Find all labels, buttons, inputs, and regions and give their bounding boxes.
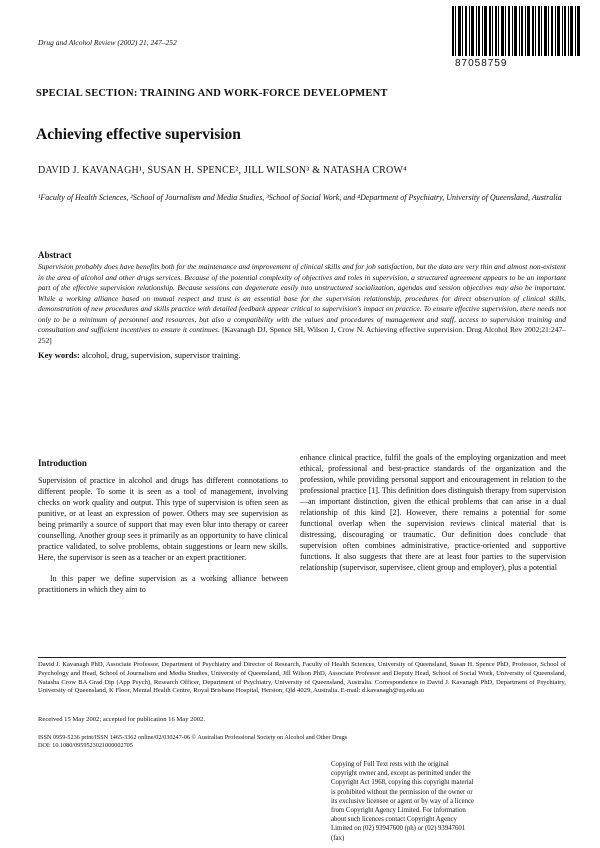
introduction-heading: Introduction bbox=[38, 458, 87, 468]
copyright-line: its exclusive licensee or agent or by way of a licence bbox=[331, 797, 475, 805]
author-list: DAVID J. KAVANAGH¹, SUSAN H. SPENCE², JILL WILSON³ & NATASHA CROW⁴ bbox=[38, 165, 407, 176]
section-heading: SPECIAL SECTION: TRAINING AND WORK-FORCE DEVELOPMENT bbox=[36, 88, 388, 99]
intro-paragraph-1: Supervision of practice in alcohol and drugs has different connotations to different people. To some it is seen as a tool of management, involving checks on work quality and output. This type of supervision is often seen as punitive, or at least an expression of power. Others may see supervision as being primarily a source of support that may even blur into therapy or career counselling. Another group sees it primarily as an opportunity to have clinical practice validated, to solve problems, obtain suggestions or learn new skills. Here, the supervisor is seen as a teacher or an expert practitioner. bbox=[38, 476, 288, 562]
intro-paragraph-2: In this paper we define supervision as a working alliance between practitioners in which they aim to bbox=[38, 574, 288, 594]
right-column bbox=[300, 452, 566, 573]
keywords-label: Key words: bbox=[38, 350, 80, 360]
author-footnote: David J. Kavanagh PhD, Associate Professor, Department of Psychiatry and Director of Research, Faculty of Health Sciences, University of Queensland, Susan H. Spence PhD, Professor, School of Psychology and Head, School of Journalism and Media Studies, University of Queensland, Jill Wilson PhD, Associate Professor and Deputy Head, School of Social Work, University of Queensland, Natasha Crow BA Grad Dip (App Psych), Research Officer, Department of Psychiatry, University of Queensland, Australia. Correspondence to David J. Kavanagh PhD, Department of Psychiatry, University of Queensland, K Floor, Mental Health Centre, Royal Brisbane Hospital, Herston, Qld 4029, Australia. E-mail: d.kavanagh@uq.edu.au bbox=[38, 661, 566, 695]
copyright-line: (fax) bbox=[331, 834, 345, 842]
copyright-line: Copyright Act 1968, copying this copyright material bbox=[331, 779, 474, 787]
abstract-text bbox=[38, 262, 566, 346]
left-column bbox=[38, 475, 288, 595]
footnote-divider bbox=[38, 657, 566, 658]
received-date: Received 15 May 2002; accepted for publication 16 May 2002. bbox=[38, 716, 205, 723]
keywords bbox=[38, 350, 241, 360]
intro-right-text: enhance clinical practice, fulfil the goals of the employing organization and meet ethical, professional and best-practice standards of the organization and the profession, while providing personal support and encouragement in relation to the professional practice [1]. This definition does distinguish therapy from supervision—an important distinction, given the ethical problems that can arise in a dual relationship of this kind [2]. However, there remains a potential for some functional overlap when the supervision reviews clinical material that is distressing, discouraging or traumatic. Our definition does conclude that supervision often combines administrative, practice-oriented and supportive functions. It also suggests that there are at least four parties to the supervision relationship (supervisor, supervisee, client group and employer), plus a potential bbox=[300, 453, 566, 572]
abstract-citation: [Kavanagh DJ, Spence SH, Wilson J, Crow N. Achieving effective supervision. Drug Alcohol Rev 2002;21:247–252] bbox=[38, 325, 567, 345]
copyright-line: Copying of Full Text rests with the original bbox=[331, 761, 449, 768]
affiliations: ¹Faculty of Health Sciences, ²School of Journalism and Media Studies, ³School of Social Work, and ⁴Department of Psychiatry, University of Queensland, Australia bbox=[38, 193, 562, 202]
keywords-text: alcohol, drug, supervision, supervisor training. bbox=[79, 350, 241, 360]
barcode-image bbox=[452, 6, 580, 56]
copyright-line: is prohibited without the permission of the owner or bbox=[331, 788, 473, 796]
copyright-line: Limited on (02) 93947600 (ph) or (02) 93947601 bbox=[331, 825, 466, 833]
barcode-number: 87058759 bbox=[455, 58, 508, 69]
copyright-notice bbox=[331, 760, 511, 843]
copyright-line: from Copyright Agency Limited. For information bbox=[331, 807, 466, 815]
journal-reference: Drug and Alcohol Review (2002) 21, 247–252 bbox=[38, 38, 177, 47]
article-title: Achieving effective supervision bbox=[36, 126, 241, 143]
abstract-heading: Abstract bbox=[38, 250, 72, 260]
abstract-body: Supervision probably does have benefits both for the maintenance and improvement of clinical skills and for job satisfaction, but the data are very thin and almost non-existent in the area of alcohol and other drugs services. Because of the potential complexity of objectives and roles in supervision, a structured agreement appears to be an important part of the effective supervision relationship. Because sessions can degenerate easily into unstructured socialization, agendas and session objectives may also be important. While a working alliance based on mutual respect and trust is an essential base for the supervision relationship, procedures for direct observation of clinical skills, demonstration of new procedures and skills practice with detailed feedback appear critical to supervision's impact on practice. To ensure effective supervision, there needs not only to be a minimum of personnel and resources, but also a compatibility with the values and procedures of management and staff, access to supervision training and consultation and sufficient incentives to ensure it continues. bbox=[38, 262, 566, 334]
issn-doi: ISSN 0959-5236 print/ISSN 1465-3362 online/02/030247-06 © Australian Professional Society on Alcohol and Other Drugs DOI: 10.1080/0959523021000002705 bbox=[38, 734, 348, 750]
copyright-line: about such licences contact Copyright Agency bbox=[331, 816, 457, 824]
copyright-line: copyright owner and, except as permitted under the bbox=[331, 770, 471, 778]
